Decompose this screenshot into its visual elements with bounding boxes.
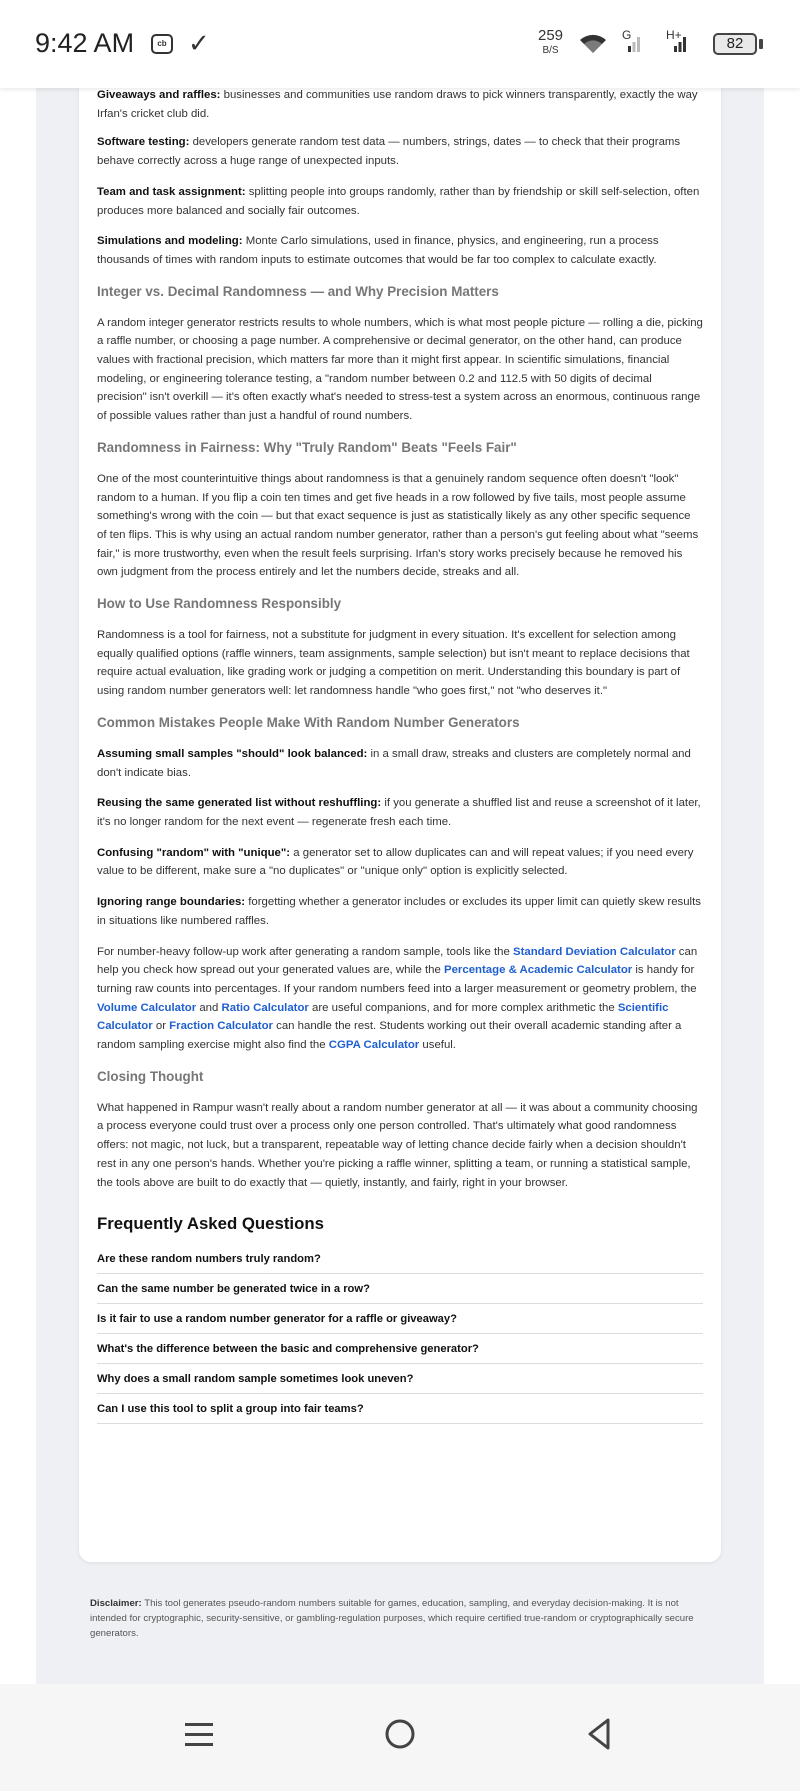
use-item-giveaways: Giveaways and raffles: businesses and communities use random draws to pick winners transparently, exactly the way Irfan's cricket club did.	[97, 89, 698, 120]
battery-icon: 82	[713, 33, 757, 55]
link-ratio-calculator[interactable]: Ratio Calculator	[221, 1001, 309, 1014]
faq-item[interactable]: Can the same number be generated twice in a row?	[97, 1274, 703, 1304]
use-item-team-assignment: Team and task assignment: splitting people into groups randomly, rather than by friendship or skill self-selection, often produces more balanced and socially fair outcomes.	[97, 185, 700, 217]
mistake-item-random-vs-unique: Confusing "random" with "unique": a generator set to allow duplicates can and will repeat values; if you need every value to be different, make sure a "no duplicates" or "unique only" option is explicitly selected.	[97, 846, 694, 878]
faq-item[interactable]: Are these random numbers truly random?	[97, 1244, 703, 1274]
paragraph-integer-decimal: A random integer generator restricts results to whole numbers, which is what most people picture — rolling a die, picking a raffle number, or choosing a page number. A comprehensive or decimal generator, on the other hand, can produce values with fractional precision, which matters far more than it might first appear. In scientific simulations, financial modeling, or engineering tolerance testing, a "random number between 0.2 and 112.5 with 50 digits of decimal precision" isn't overkill — it's often exactly what's needed to stress-test a system across an enormous, continuous range of possible values rather than just a handful of round numbers.	[97, 316, 703, 423]
mistake-item-reusing-list: Reusing the same generated list without reshuffling: if you generate a shuffled list and reuse a screenshot of it later, it's no longer random for the next event — regenerate fresh each time.	[97, 797, 701, 828]
mistake-item-range-boundaries: Ignoring range boundaries: forgetting whether a generator includes or excludes its upper limit can quietly skew results in situations like numbered raffles.	[97, 896, 701, 927]
faq-item[interactable]: Is it fair to use a random number generator for a raffle or giveaway?	[97, 1304, 703, 1334]
use-item-simulations: Simulations and modeling: Monte Carlo simulations, used in finance, physics, and engineering, run a process thousands of times with random inputs to estimate outcomes that would be far too complex to calculate exactly.	[97, 235, 659, 266]
faq-item[interactable]: Can I use this tool to split a group into fair teams?	[97, 1394, 703, 1424]
heading-mistakes: Common Mistakes People Make With Random Number Generators	[97, 714, 520, 730]
heading-fairness: Randomness in Fairness: Why "Truly Random" Beats "Feels Fair"	[97, 439, 517, 455]
link-cgpa-calculator[interactable]: CGPA Calculator	[328, 1039, 420, 1052]
network-speed	[538, 28, 563, 56]
heading-closing-thought: Closing Thought	[97, 1068, 204, 1084]
disclaimer-label: Disclaimer:	[90, 1598, 142, 1609]
network-speed-value: 259	[538, 27, 564, 44]
link-volume-calculator[interactable]: Volume Calculator	[97, 1001, 197, 1014]
mistake-item-small-samples: Assuming small samples "should" look balanced: in a small draw, streaks and clusters are completely normal and don't indicate bias.	[97, 747, 691, 779]
link-standard-deviation-calculator[interactable]: Standard Deviation Calculator	[512, 945, 676, 958]
check-icon: ✓	[188, 28, 210, 58]
link-scientific-calculator[interactable]: Scientific Calculator	[97, 1001, 669, 1033]
disclaimer-box	[80, 1584, 720, 1650]
back-icon[interactable]	[584, 1714, 614, 1759]
status-bar	[0, 0, 800, 88]
faq-title: Frequently Asked Questions	[97, 1214, 324, 1234]
disclaimer-text: Disclaimer: This tool generates pseudo-random numbers suitable for games, education, sampling, and everyday decision-making. It is not intended for cryptographic, security-sensitive, or gambling-regulation purposes, which require certified true-random or cryptographically secure generators.	[90, 1598, 694, 1639]
faq-item[interactable]: Why does a small random sample sometimes look uneven?	[97, 1364, 703, 1394]
use-item-software-testing: Software testing: developers generate random test data — numbers, strings, dates — to check that their programs behave correctly across a huge range of unexpected inputs.	[97, 136, 681, 168]
status-time: 9:42 AM	[35, 28, 135, 58]
battery-tip	[759, 39, 763, 49]
link-percentage-academic-calculator[interactable]: Percentage & Academic Calculator	[444, 964, 633, 977]
network-speed-unit: B/S	[542, 45, 559, 56]
heading-responsibly: How to Use Randomness Responsibly	[97, 596, 342, 612]
wifi-icon	[578, 33, 608, 55]
paragraph-responsibly: Randomness is a tool for fairness, not a substitute for judgment in every situation. It's excellent for selection among equally qualified options (raffle winners, team assignments, sample selection) but isn't meant to replace decisions that require actual evaluation, like grading work or judging a competition on merit. Understanding this boundary is part of using random number generators well: let randomness handle "who goes first," not "who deserves it."	[97, 629, 690, 698]
signal-type-label-2: H+	[666, 28, 682, 42]
link-fraction-calculator[interactable]: Fraction Calculator	[169, 1020, 273, 1033]
heading-integer-decimal: Integer vs. Decimal Randomness — and Why Precision Matters	[97, 283, 499, 299]
paragraph-closing-thought: What happened in Rampur wasn't really about a random number generator at all — it was about a community choosing a process everyone could trust over a process only one person controlled. That's ultimately what good randomness offers: not magic, not luck, but a transparent, repeatable way of letting chance decide fairly when a decision shouldn't rest in any one person's hands. Whether you're picking a raffle winner, splitting a team, or running a statistical sample, the tools above are built to do exactly that — quietly, instantly, and fairly, right in your browser.	[97, 1101, 698, 1189]
related-calculators-paragraph: For number-heavy follow-up work after generating a random sample, tools like the Standard Deviation Calculator can help you check how spread out your generated values are, while the Percentage & Academic Calculator is handy for turning raw counts into percentages. If your random numbers feed into a larger measurement or geometry problem, the Volume Calculator and Ratio Calculator are useful companions, and for more complex arithmetic the Scientific Calculator or Fraction Calculator can handle the rest. Students working out their overall academic standing after a random sampling exercise might also find the CGPA Calculator useful.	[97, 945, 698, 1052]
article-content	[97, 86, 703, 1424]
faq-list	[97, 1244, 703, 1424]
app-notification-icon: cb	[151, 34, 173, 54]
paragraph-fairness: One of the most counterintuitive things about randomness is that a genuinely random sequence often doesn't "look" random to a human. If you flip a coin ten times and get five heads in a row followed by five tails, most people assume something's wrong with the coin — but that exact sequence is just as statistically likely as any other specific sequence of ten flips. This is why using an actual random number generator, rather than a person's gut feeling about what "seems fair," is more trustworthy, even when the result feels surprising. Irfan's story works precisely because he removed his own judgment from the process entirely and let the numbers decide, streaks and all.	[97, 472, 699, 579]
home-icon[interactable]	[382, 1714, 418, 1759]
signal-type-label: G	[622, 28, 632, 42]
navigation-bar	[0, 1684, 800, 1791]
faq-item[interactable]: What's the difference between the basic and comprehensive generator?	[97, 1334, 703, 1364]
recent-apps-icon[interactable]	[182, 1714, 216, 1759]
